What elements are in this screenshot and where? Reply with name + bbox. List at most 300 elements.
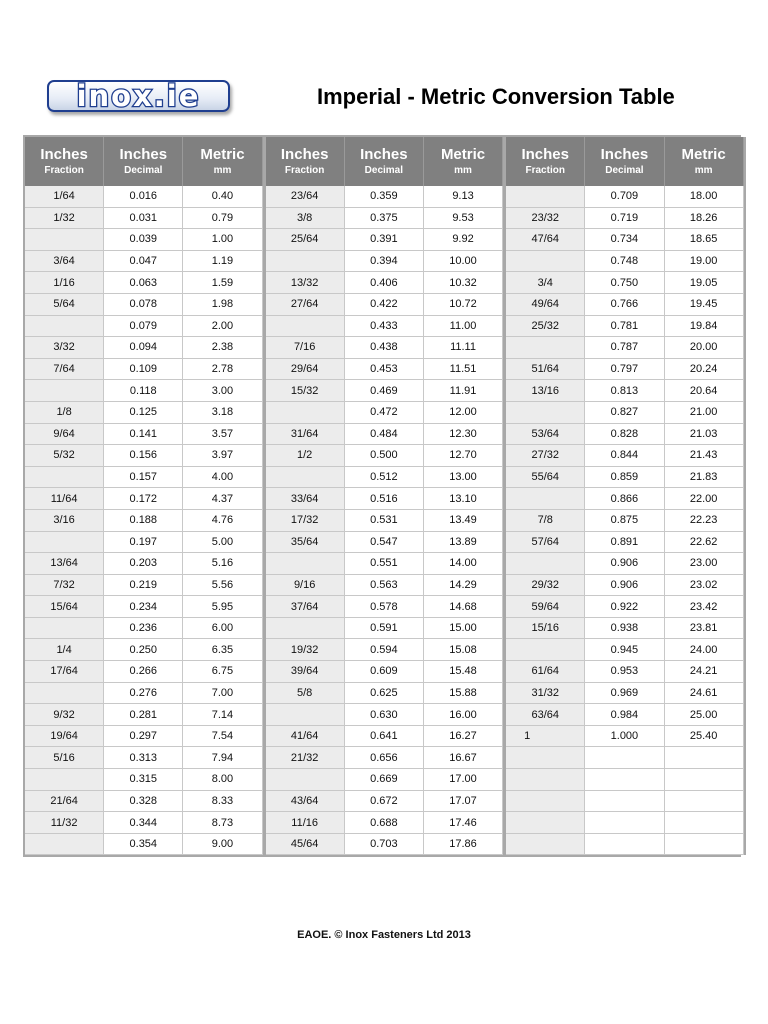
cell-fraction: 3/4 bbox=[506, 272, 585, 294]
cell-decimal: 0.859 bbox=[585, 467, 664, 489]
column-header-unit: Fraction bbox=[284, 164, 325, 176]
cell-mm: 1.98 bbox=[183, 294, 262, 316]
cell-mm: 17.00 bbox=[424, 769, 503, 791]
cell-fraction: 45/64 bbox=[266, 834, 345, 856]
cell-decimal: 0.406 bbox=[345, 272, 424, 294]
cell-fraction: 19/64 bbox=[25, 726, 104, 748]
cell-mm: 5.56 bbox=[183, 575, 262, 597]
cell-fraction bbox=[25, 380, 104, 402]
cell-decimal: 0.891 bbox=[585, 532, 664, 554]
cell-fraction: 3/8 bbox=[266, 208, 345, 230]
cell-fraction bbox=[506, 553, 585, 575]
column-header-title: Metric bbox=[440, 145, 486, 163]
cell-decimal: 0.079 bbox=[104, 316, 183, 338]
cell-decimal: 0.047 bbox=[104, 251, 183, 273]
cell-mm: 5.95 bbox=[183, 596, 262, 618]
cell-fraction: 39/64 bbox=[266, 661, 345, 683]
cell-decimal: 0.766 bbox=[585, 294, 664, 316]
cell-fraction: 35/64 bbox=[266, 532, 345, 554]
cell-fraction: 59/64 bbox=[506, 596, 585, 618]
cell-mm: 16.27 bbox=[424, 726, 503, 748]
cell-mm: 9.53 bbox=[424, 208, 503, 230]
column-header-title: Metric bbox=[200, 145, 245, 163]
cell-decimal: 0.297 bbox=[104, 726, 183, 748]
cell-fraction: 5/64 bbox=[25, 294, 104, 316]
cell-fraction: 25/64 bbox=[266, 229, 345, 251]
cell-mm: 18.26 bbox=[665, 208, 744, 230]
inox-logo bbox=[47, 80, 230, 112]
cell-mm: 8.33 bbox=[183, 791, 262, 813]
table-row bbox=[23, 704, 741, 726]
cell-mm: 13.49 bbox=[424, 510, 503, 532]
cell-decimal: 0.234 bbox=[104, 596, 183, 618]
cell-mm: 13.10 bbox=[424, 488, 503, 510]
cell-fraction bbox=[25, 769, 104, 791]
cell-decimal: 0.157 bbox=[104, 467, 183, 489]
cell-fraction bbox=[266, 316, 345, 338]
cell-decimal bbox=[585, 834, 664, 856]
cell-mm: 23.81 bbox=[665, 618, 744, 640]
cell-mm: 23.00 bbox=[665, 553, 744, 575]
cell-mm: 19.84 bbox=[665, 316, 744, 338]
cell-decimal: 0.422 bbox=[345, 294, 424, 316]
cell-mm: 3.00 bbox=[183, 380, 262, 402]
table-edge bbox=[744, 618, 746, 640]
column-header-title: Inches bbox=[40, 145, 88, 163]
cell-decimal: 0.906 bbox=[585, 575, 664, 597]
cell-mm: 15.48 bbox=[424, 661, 503, 683]
cell-decimal: 0.063 bbox=[104, 272, 183, 294]
cell-mm: 5.16 bbox=[183, 553, 262, 575]
cell-mm: 3.57 bbox=[183, 424, 262, 446]
table-row bbox=[23, 229, 741, 251]
table-bottom-border bbox=[23, 855, 741, 857]
cell-decimal: 0.709 bbox=[585, 186, 664, 208]
cell-decimal: 0.781 bbox=[585, 316, 664, 338]
cell-fraction bbox=[266, 704, 345, 726]
cell-decimal: 0.433 bbox=[345, 316, 424, 338]
cell-fraction: 9/64 bbox=[25, 424, 104, 446]
cell-decimal: 0.281 bbox=[104, 704, 183, 726]
cell-decimal: 0.672 bbox=[345, 791, 424, 813]
cell-fraction bbox=[506, 747, 585, 769]
cell-fraction: 23/32 bbox=[506, 208, 585, 230]
cell-decimal: 0.469 bbox=[345, 380, 424, 402]
column-header-mm bbox=[424, 137, 503, 186]
column-header-title: Inches bbox=[521, 145, 569, 163]
cell-fraction: 55/64 bbox=[506, 467, 585, 489]
cell-decimal: 0.750 bbox=[585, 272, 664, 294]
cell-decimal: 0.375 bbox=[345, 208, 424, 230]
cell-mm: 6.75 bbox=[183, 661, 262, 683]
table-row bbox=[23, 186, 741, 208]
cell-decimal: 0.984 bbox=[585, 704, 664, 726]
cell-fraction: 7/64 bbox=[25, 359, 104, 381]
cell-decimal: 0.354 bbox=[104, 834, 183, 856]
cell-mm: 12.00 bbox=[424, 402, 503, 424]
cell-mm: 5.00 bbox=[183, 532, 262, 554]
cell-mm: 21.00 bbox=[665, 402, 744, 424]
cell-fraction: 37/64 bbox=[266, 596, 345, 618]
cell-mm: 17.46 bbox=[424, 812, 503, 834]
cell-mm: 17.07 bbox=[424, 791, 503, 813]
cell-decimal: 0.875 bbox=[585, 510, 664, 532]
cell-decimal: 0.787 bbox=[585, 337, 664, 359]
cell-decimal: 0.391 bbox=[345, 229, 424, 251]
cell-fraction: 27/64 bbox=[266, 294, 345, 316]
cell-mm: 14.00 bbox=[424, 553, 503, 575]
table-row bbox=[23, 294, 741, 316]
table-edge bbox=[744, 639, 746, 661]
cell-fraction bbox=[25, 229, 104, 251]
cell-fraction bbox=[25, 316, 104, 338]
cell-mm: 13.00 bbox=[424, 467, 503, 489]
cell-fraction: 17/32 bbox=[266, 510, 345, 532]
cell-mm: 11.51 bbox=[424, 359, 503, 381]
table-row bbox=[23, 380, 741, 402]
table-edge bbox=[744, 208, 746, 230]
column-header-fraction bbox=[506, 137, 585, 186]
table-edge bbox=[744, 229, 746, 251]
cell-decimal: 0.827 bbox=[585, 402, 664, 424]
cell-mm: 12.70 bbox=[424, 445, 503, 467]
cell-mm: 1.19 bbox=[183, 251, 262, 273]
column-header-unit: Decimal bbox=[364, 164, 404, 176]
cell-fraction: 15/32 bbox=[266, 380, 345, 402]
cell-fraction bbox=[25, 618, 104, 640]
table-edge bbox=[744, 553, 746, 575]
cell-decimal: 0.703 bbox=[345, 834, 424, 856]
cell-mm: 25.00 bbox=[665, 704, 744, 726]
cell-mm: 2.78 bbox=[183, 359, 262, 381]
table-row bbox=[23, 769, 741, 791]
cell-fraction bbox=[506, 186, 585, 208]
cell-fraction: 33/64 bbox=[266, 488, 345, 510]
cell-fraction: 5/8 bbox=[266, 683, 345, 705]
cell-decimal: 0.359 bbox=[345, 186, 424, 208]
cell-mm: 9.00 bbox=[183, 834, 262, 856]
cell-fraction: 53/64 bbox=[506, 424, 585, 446]
cell-decimal: 0.125 bbox=[104, 402, 183, 424]
cell-decimal: 0.938 bbox=[585, 618, 664, 640]
cell-mm: 20.64 bbox=[665, 380, 744, 402]
cell-decimal: 0.236 bbox=[104, 618, 183, 640]
cell-decimal: 0.969 bbox=[585, 683, 664, 705]
cell-decimal: 0.609 bbox=[345, 661, 424, 683]
cell-fraction: 23/64 bbox=[266, 186, 345, 208]
cell-decimal: 0.250 bbox=[104, 639, 183, 661]
cell-mm: 20.00 bbox=[665, 337, 744, 359]
cell-decimal: 0.688 bbox=[345, 812, 424, 834]
cell-decimal: 0.188 bbox=[104, 510, 183, 532]
cell-fraction: 49/64 bbox=[506, 294, 585, 316]
cell-mm: 8.73 bbox=[183, 812, 262, 834]
cell-mm: 6.00 bbox=[183, 618, 262, 640]
cell-decimal: 0.669 bbox=[345, 769, 424, 791]
cell-mm: 0.40 bbox=[183, 186, 262, 208]
cell-mm: 19.05 bbox=[665, 272, 744, 294]
cell-fraction: 13/16 bbox=[506, 380, 585, 402]
cell-mm: 4.37 bbox=[183, 488, 262, 510]
cell-decimal: 0.328 bbox=[104, 791, 183, 813]
cell-fraction: 13/64 bbox=[25, 553, 104, 575]
cell-fraction: 7/32 bbox=[25, 575, 104, 597]
cell-mm: 16.00 bbox=[424, 704, 503, 726]
cell-mm: 19.00 bbox=[665, 251, 744, 273]
cell-fraction: 1/64 bbox=[25, 186, 104, 208]
column-header-unit: Fraction bbox=[525, 164, 565, 176]
table-edge bbox=[744, 510, 746, 532]
table-row bbox=[23, 467, 741, 489]
cell-decimal: 0.945 bbox=[585, 639, 664, 661]
table-edge bbox=[744, 380, 746, 402]
cell-mm: 0.79 bbox=[183, 208, 262, 230]
cell-decimal: 0.141 bbox=[104, 424, 183, 446]
cell-decimal: 0.266 bbox=[104, 661, 183, 683]
cell-fraction bbox=[25, 834, 104, 856]
cell-decimal: 0.813 bbox=[585, 380, 664, 402]
cell-fraction: 7/8 bbox=[506, 510, 585, 532]
cell-decimal: 0.844 bbox=[585, 445, 664, 467]
cell-mm: 10.32 bbox=[424, 272, 503, 294]
table-row bbox=[23, 661, 741, 683]
column-header-decimal bbox=[345, 137, 424, 186]
table-row bbox=[23, 208, 741, 230]
table-row bbox=[23, 359, 741, 381]
cell-mm: 24.00 bbox=[665, 639, 744, 661]
cell-fraction: 3/32 bbox=[25, 337, 104, 359]
table-edge bbox=[744, 661, 746, 683]
cell-mm: 17.86 bbox=[424, 834, 503, 856]
cell-fraction bbox=[266, 769, 345, 791]
cell-mm: 25.40 bbox=[665, 726, 744, 748]
cell-fraction: 9/16 bbox=[266, 575, 345, 597]
column-header-title: Inches bbox=[360, 145, 408, 163]
cell-decimal bbox=[585, 812, 664, 834]
cell-decimal: 0.563 bbox=[345, 575, 424, 597]
cell-decimal: 0.472 bbox=[345, 402, 424, 424]
cell-decimal: 0.453 bbox=[345, 359, 424, 381]
cell-fraction: 47/64 bbox=[506, 229, 585, 251]
column-header-mm bbox=[665, 137, 744, 186]
column-header-fraction bbox=[266, 137, 345, 186]
cell-fraction: 29/64 bbox=[266, 359, 345, 381]
cell-decimal bbox=[585, 747, 664, 769]
cell-fraction: 15/64 bbox=[25, 596, 104, 618]
table-row bbox=[23, 834, 741, 856]
cell-mm bbox=[665, 834, 744, 856]
cell-fraction: 3/16 bbox=[25, 510, 104, 532]
table-row bbox=[23, 316, 741, 338]
cell-fraction: 29/32 bbox=[506, 575, 585, 597]
table-edge bbox=[744, 791, 746, 813]
cell-fraction: 19/32 bbox=[266, 639, 345, 661]
cell-decimal: 0.953 bbox=[585, 661, 664, 683]
table-edge bbox=[744, 575, 746, 597]
table-edge bbox=[744, 596, 746, 618]
cell-mm: 9.92 bbox=[424, 229, 503, 251]
table-edge bbox=[744, 769, 746, 791]
table-edge bbox=[744, 747, 746, 769]
cell-mm: 24.21 bbox=[665, 661, 744, 683]
table-row bbox=[23, 510, 741, 532]
cell-mm: 10.72 bbox=[424, 294, 503, 316]
column-header-unit: mm bbox=[694, 164, 713, 176]
cell-fraction: 1/2 bbox=[266, 445, 345, 467]
table-row bbox=[23, 812, 741, 834]
cell-mm: 19.45 bbox=[665, 294, 744, 316]
cell-decimal: 0.551 bbox=[345, 553, 424, 575]
cell-decimal: 0.828 bbox=[585, 424, 664, 446]
column-header-decimal bbox=[104, 137, 183, 186]
table-row bbox=[23, 402, 741, 424]
cell-fraction: 11/16 bbox=[266, 812, 345, 834]
cell-decimal: 0.906 bbox=[585, 553, 664, 575]
cell-decimal bbox=[585, 769, 664, 791]
cell-decimal: 0.748 bbox=[585, 251, 664, 273]
cell-fraction bbox=[506, 488, 585, 510]
column-header-mm bbox=[183, 137, 262, 186]
column-header-unit: mm bbox=[213, 164, 232, 176]
cell-fraction bbox=[25, 532, 104, 554]
cell-mm: 7.00 bbox=[183, 683, 262, 705]
table-row bbox=[23, 791, 741, 813]
cell-mm: 7.54 bbox=[183, 726, 262, 748]
table-row bbox=[23, 639, 741, 661]
cell-mm: 12.30 bbox=[424, 424, 503, 446]
cell-fraction bbox=[25, 683, 104, 705]
cell-fraction bbox=[506, 834, 585, 856]
column-header-decimal bbox=[585, 137, 664, 186]
cell-decimal: 0.797 bbox=[585, 359, 664, 381]
table-row bbox=[23, 445, 741, 467]
table-edge bbox=[744, 316, 746, 338]
table-row bbox=[23, 683, 741, 705]
cell-fraction: 7/16 bbox=[266, 337, 345, 359]
cell-fraction: 9/32 bbox=[25, 704, 104, 726]
cell-fraction bbox=[506, 639, 585, 661]
table-row bbox=[23, 272, 741, 294]
table-row bbox=[23, 251, 741, 273]
table-row bbox=[23, 575, 741, 597]
cell-mm: 4.00 bbox=[183, 467, 262, 489]
cell-mm: 14.68 bbox=[424, 596, 503, 618]
cell-mm: 11.11 bbox=[424, 337, 503, 359]
cell-mm: 9.13 bbox=[424, 186, 503, 208]
cell-mm bbox=[665, 769, 744, 791]
cell-mm: 23.42 bbox=[665, 596, 744, 618]
cell-decimal: 1.000 bbox=[585, 726, 664, 748]
cell-mm: 18.00 bbox=[665, 186, 744, 208]
cell-fraction: 1 bbox=[506, 726, 585, 748]
table-row bbox=[23, 747, 741, 769]
table-edge bbox=[744, 424, 746, 446]
column-header-title: Inches bbox=[600, 145, 649, 163]
table-header-row bbox=[23, 137, 741, 186]
cell-mm: 7.94 bbox=[183, 747, 262, 769]
cell-decimal: 0.313 bbox=[104, 747, 183, 769]
cell-decimal bbox=[585, 791, 664, 813]
cell-decimal: 0.094 bbox=[104, 337, 183, 359]
cell-fraction bbox=[266, 251, 345, 273]
footer-copyright: EAOE. © Inox Fasteners Ltd 2013 bbox=[297, 929, 471, 941]
cell-decimal: 0.656 bbox=[345, 747, 424, 769]
cell-decimal: 0.197 bbox=[104, 532, 183, 554]
table-edge bbox=[744, 186, 746, 208]
table-edge bbox=[744, 137, 746, 186]
cell-fraction: 3/64 bbox=[25, 251, 104, 273]
table-edge bbox=[744, 532, 746, 554]
table-edge bbox=[744, 445, 746, 467]
cell-fraction: 1/16 bbox=[25, 272, 104, 294]
cell-fraction bbox=[266, 553, 345, 575]
cell-fraction bbox=[506, 251, 585, 273]
cell-decimal: 0.578 bbox=[345, 596, 424, 618]
cell-mm: 8.00 bbox=[183, 769, 262, 791]
cell-fraction bbox=[506, 812, 585, 834]
cell-decimal: 0.203 bbox=[104, 553, 183, 575]
cell-mm: 22.23 bbox=[665, 510, 744, 532]
cell-decimal: 0.344 bbox=[104, 812, 183, 834]
cell-decimal: 0.016 bbox=[104, 186, 183, 208]
cell-decimal: 0.641 bbox=[345, 726, 424, 748]
cell-mm: 11.91 bbox=[424, 380, 503, 402]
column-header-title: Metric bbox=[681, 145, 726, 163]
cell-fraction: 27/32 bbox=[506, 445, 585, 467]
cell-fraction: 31/64 bbox=[266, 424, 345, 446]
cell-decimal: 0.516 bbox=[345, 488, 424, 510]
table-row bbox=[23, 726, 741, 748]
cell-mm: 23.02 bbox=[665, 575, 744, 597]
cell-fraction: 17/64 bbox=[25, 661, 104, 683]
table-row bbox=[23, 488, 741, 510]
table-edge bbox=[744, 683, 746, 705]
cell-mm: 13.89 bbox=[424, 532, 503, 554]
table-row bbox=[23, 596, 741, 618]
table-row bbox=[23, 337, 741, 359]
cell-mm: 18.65 bbox=[665, 229, 744, 251]
cell-fraction: 5/16 bbox=[25, 747, 104, 769]
table-edge bbox=[744, 726, 746, 748]
cell-mm: 22.62 bbox=[665, 532, 744, 554]
cell-decimal: 0.156 bbox=[104, 445, 183, 467]
cell-mm bbox=[665, 747, 744, 769]
table-edge bbox=[744, 704, 746, 726]
cell-mm: 11.00 bbox=[424, 316, 503, 338]
column-header-fraction bbox=[25, 137, 104, 186]
cell-mm: 15.00 bbox=[424, 618, 503, 640]
cell-fraction: 41/64 bbox=[266, 726, 345, 748]
cell-decimal: 0.922 bbox=[585, 596, 664, 618]
table-row bbox=[23, 424, 741, 446]
cell-mm bbox=[665, 791, 744, 813]
table-edge bbox=[744, 359, 746, 381]
cell-fraction bbox=[506, 791, 585, 813]
cell-mm: 15.08 bbox=[424, 639, 503, 661]
cell-decimal: 0.031 bbox=[104, 208, 183, 230]
cell-fraction: 5/32 bbox=[25, 445, 104, 467]
cell-fraction: 63/64 bbox=[506, 704, 585, 726]
cell-mm: 10.00 bbox=[424, 251, 503, 273]
table-edge bbox=[744, 467, 746, 489]
cell-fraction: 51/64 bbox=[506, 359, 585, 381]
cell-decimal: 0.118 bbox=[104, 380, 183, 402]
cell-decimal: 0.394 bbox=[345, 251, 424, 273]
logo-wordmark: inox.ie bbox=[76, 78, 201, 113]
table-edge bbox=[744, 251, 746, 273]
cell-mm: 21.43 bbox=[665, 445, 744, 467]
cell-fraction bbox=[266, 467, 345, 489]
